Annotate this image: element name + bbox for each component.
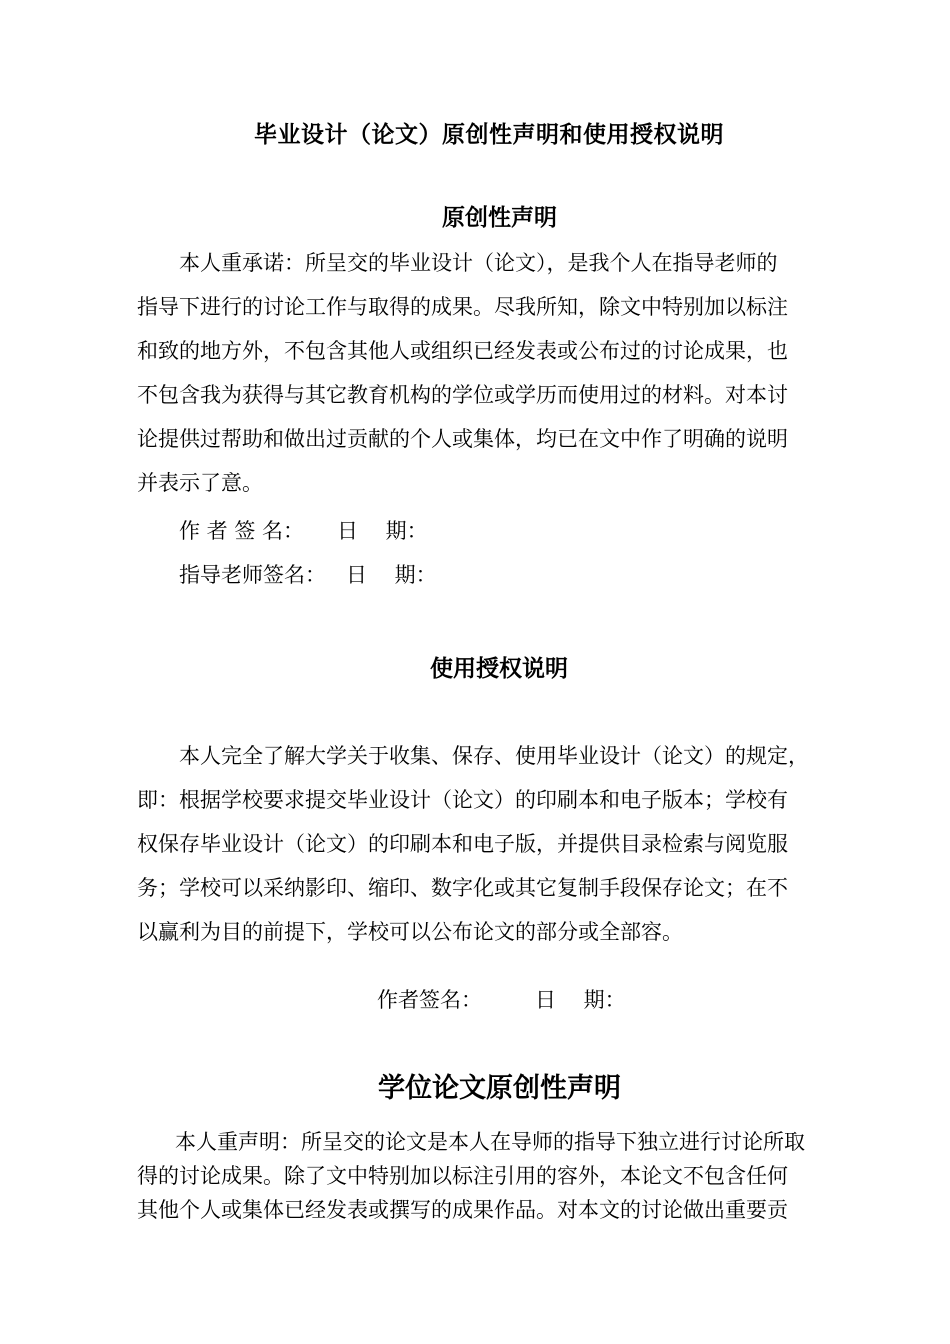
- degree-originality-heading: 学位论文原创性声明: [378, 1073, 621, 1104]
- paragraph-line: 本人重承诺：所呈交的毕业设计（论文），是我个人在指导老师的: [179, 251, 778, 275]
- paragraph-line: 论提供过帮助和做出过贡献的个人或集体，均已在文中作了明确的说明: [137, 427, 788, 451]
- paragraph-line: 得的讨论成果。除了文中特别加以标注引用的容外，本论文不包含任何: [137, 1164, 788, 1188]
- originality-heading: 原创性声明: [442, 205, 557, 231]
- paragraph-line: 以赢利为目的前提下，学校可以公布论文的部分或全部容。: [137, 920, 683, 944]
- paragraph-line: 不包含我为获得与其它教育机构的学位或学历而使用过的材料。对本讨: [137, 383, 788, 407]
- paragraph-line: 其他个人或集体已经发表或撰写的成果作品。对本文的讨论做出重要贡: [137, 1198, 788, 1222]
- authorization-paragraph: [137, 734, 837, 954]
- paragraph-line: 务；学校可以采纳影印、缩印、数字化或其它复制手段保存论文；在不: [137, 876, 788, 900]
- paragraph-line: 本人完全了解大学关于收集、保存、使用毕业设计（论文）的规定，: [179, 744, 809, 768]
- paragraph-line: 指导下进行的讨论工作与取得的成果。尽我所知，除文中特别加以标注: [137, 295, 788, 319]
- paragraph-line: 本人重声明：所呈交的论文是本人在导师的指导下独立进行讨论所取: [175, 1130, 805, 1154]
- paragraph-line: 和致的地方外，不包含其他人或组织已经发表或公布过的讨论成果，也: [137, 339, 788, 363]
- paragraph-line: 即：根据学校要求提交毕业设计（论文）的印刷本和电子版本；学校有: [137, 788, 788, 812]
- author-signature-label: 作 者 签 名：: [179, 519, 305, 543]
- paragraph-line: 权保存毕业设计（论文）的印刷本和电子版，并提供目录检索与阅览服: [137, 832, 788, 856]
- authorization-signature-label: 作者签名：: [377, 988, 482, 1012]
- author-date-label: 日 期：: [337, 519, 428, 543]
- document-title: 毕业设计（论文）原创性声明和使用授权说明: [254, 122, 724, 148]
- originality-paragraph: [137, 241, 837, 505]
- advisor-date-label: 日 期：: [346, 563, 437, 587]
- advisor-signature-label: 指导老师签名：: [179, 563, 326, 587]
- paragraph-line: 并表示了意。: [137, 471, 263, 495]
- authorization-date-label: 日 期：: [535, 988, 626, 1012]
- authorization-heading: 使用授权说明: [430, 656, 568, 682]
- degree-originality-paragraph: [137, 1125, 847, 1227]
